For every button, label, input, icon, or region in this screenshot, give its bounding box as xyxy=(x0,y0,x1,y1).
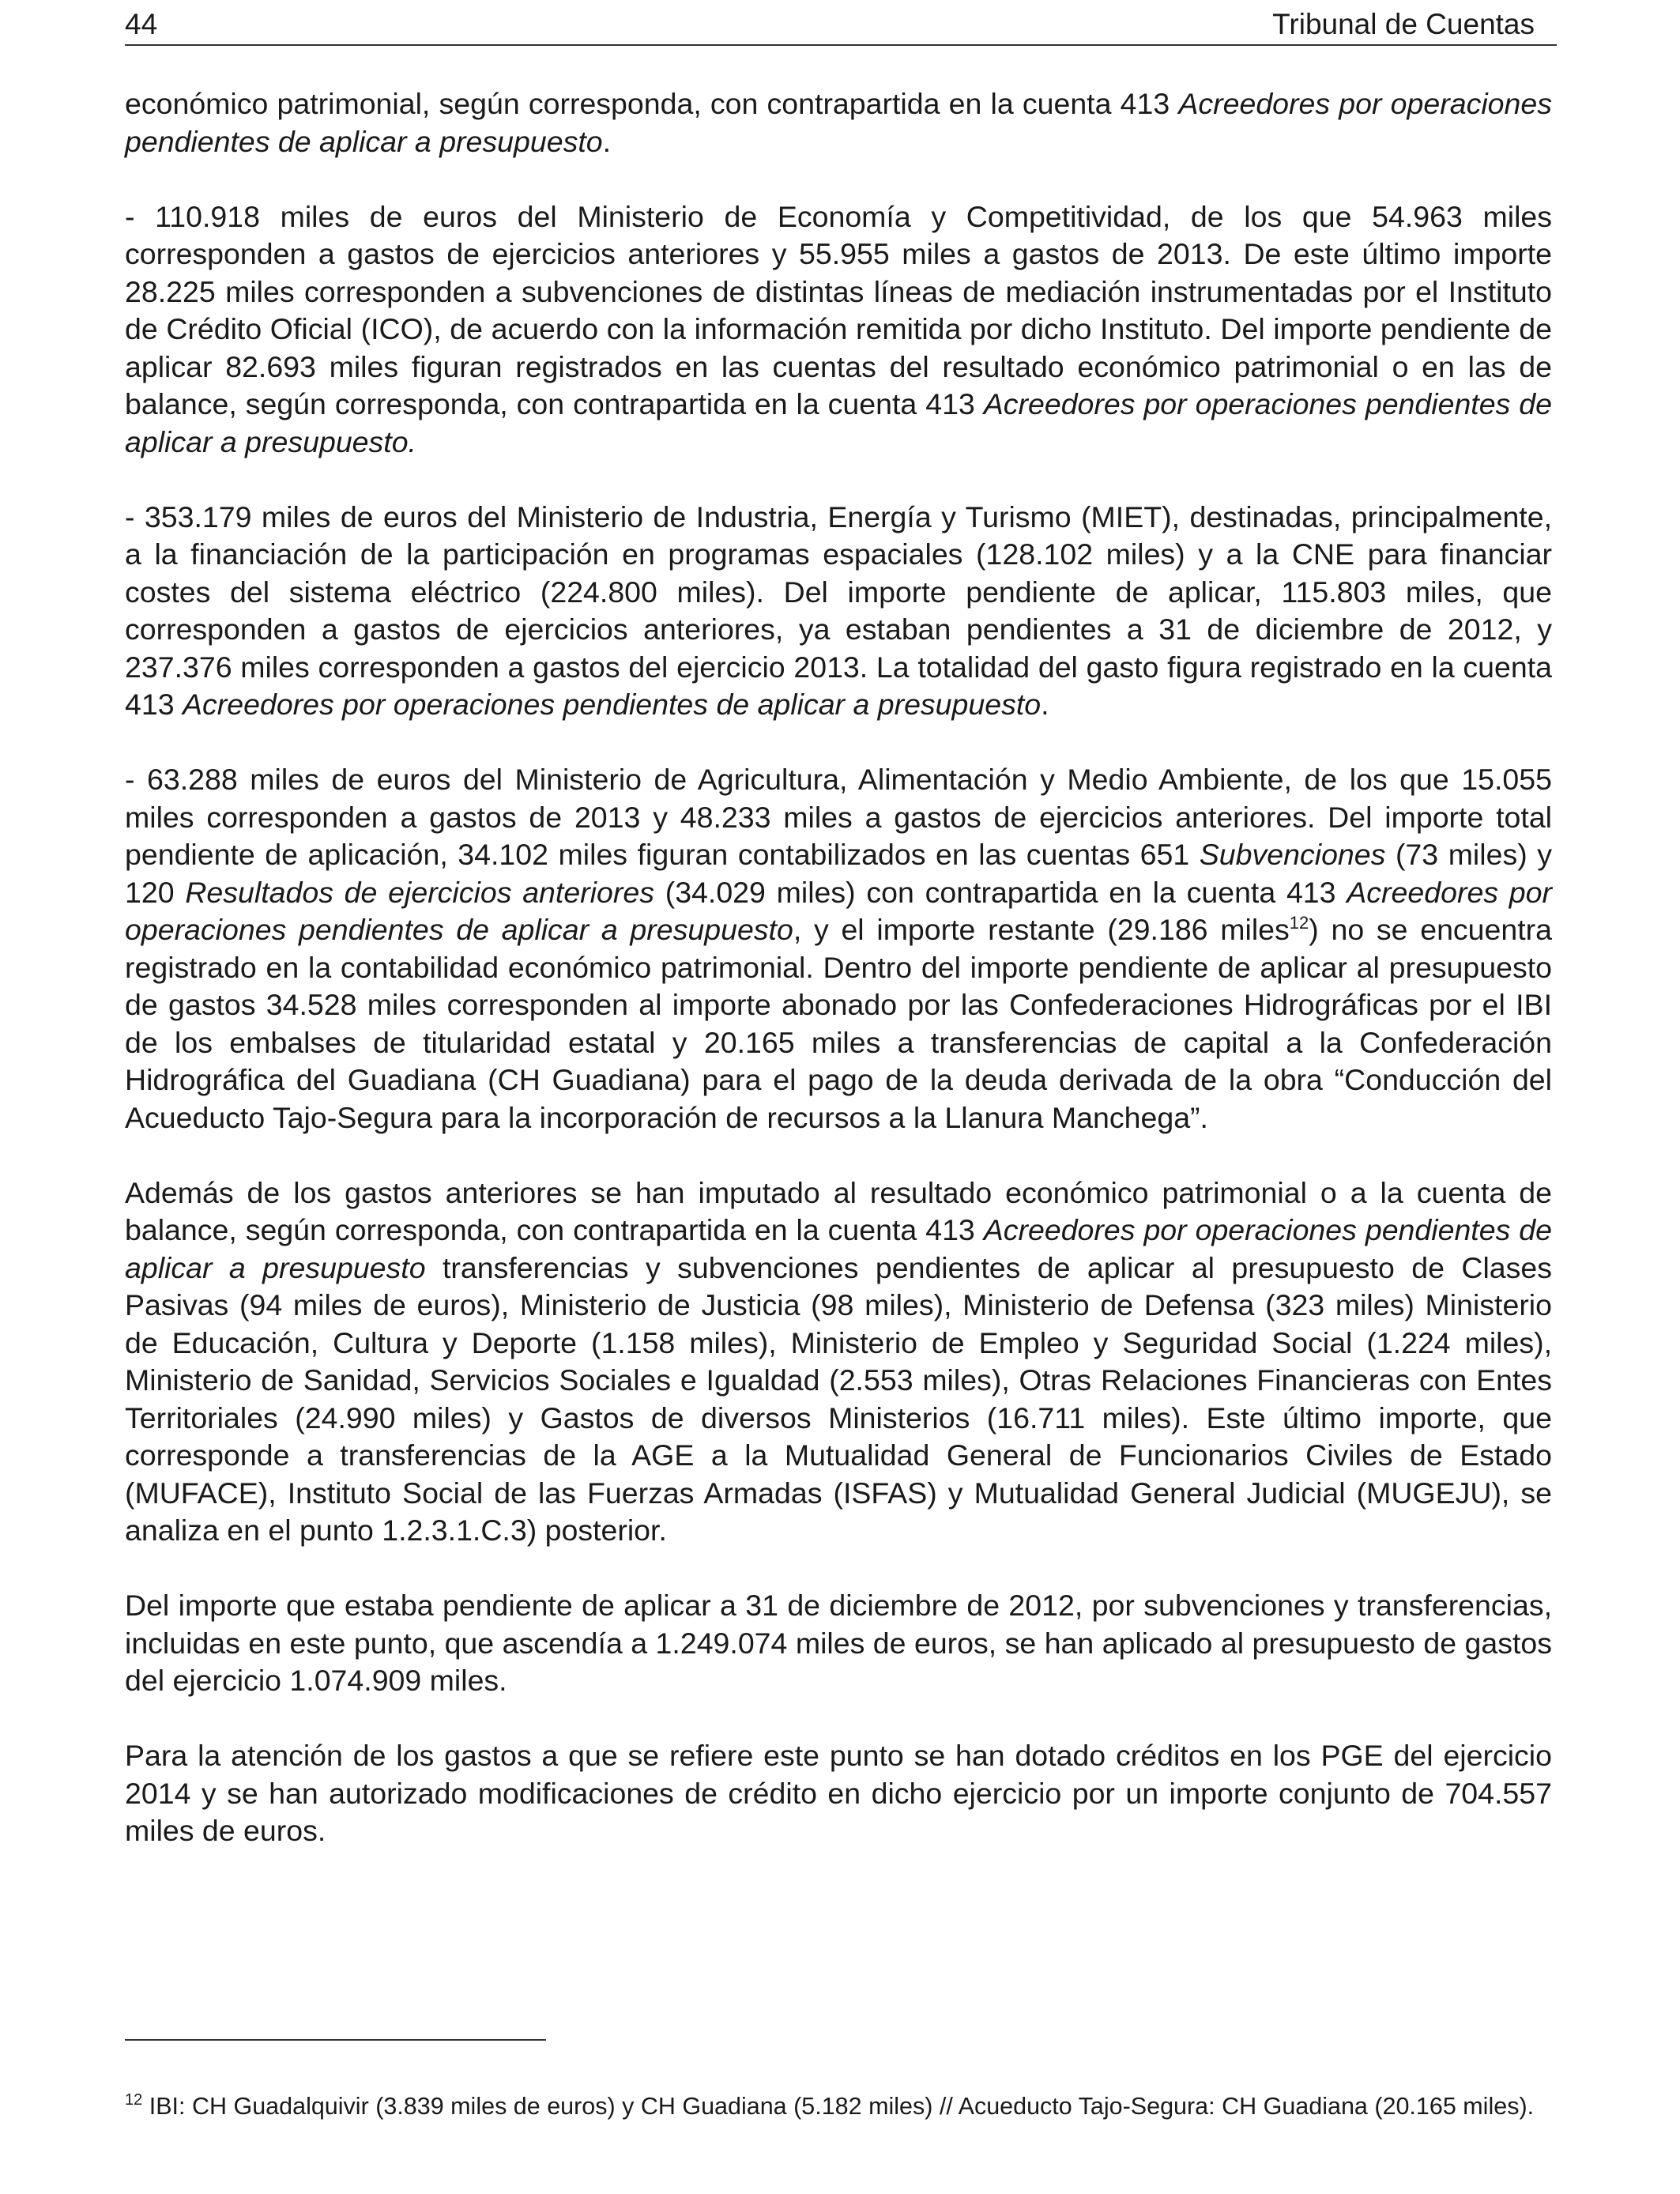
paragraph-otros-gastos: Además de los gastos anteriores se han imputado al resultado económico patrimonial o a la cuenta de balance, según corresponda, con contrapartida en la cuenta 413 Acreedores por operaciones pendientes de aplicar a presupuesto transferencias y subvenciones pendientes de aplicar al presupuesto de Clases Pasivas (94 miles de euros), Ministerio de Justicia (98 miles), Ministerio de Defensa (323 miles) Ministerio de Educación, Cultura y Deporte (1.158 miles), Ministerio de Empleo y Seguridad Social (1.224 miles), Ministerio de Sanidad, Servicios Sociales e Igualdad (2.553 miles), Otras Relaciones Financieras con Entes Territoriales (24.990 miles) y Gastos de diversos Ministerios (16.711 miles). Este último importe, que corresponde a transferencias de la AGE a la Mutualidad General de Funcionarios Civiles de Estado (MUFACE), Instituto Social de las Fuerzas Armadas (ISFAS) y Mutualidad General Judicial (MUGEJU), se analiza en el punto 1.2.3.1.C.3) posterior. xyxy=(125,1175,1553,1547)
paragraph-creditos-2014: Para la atención de los gastos a que se refiere este punto se han dotado créditos en los PGE del ejercicio 2014 y se han autorizado modificaciones de crédito en dicho ejercicio por un importe conjunto de 704.557 miles de euros. xyxy=(125,1739,1552,1847)
paragraph-industria: - 353.179 miles de euros del Ministerio de Industria, Energía y Turismo (MIET), destinadas, principalmente, a la financiación de la participación en programas espaciales (128.102 miles) y a la CNE para financiar costes del sistema eléctrico (224.800 miles). Del importe pendiente de aplicar, 115.803 miles, que corresponden a gastos de ejercicios anteriores, ya estaban pendientes a 31 de diciembre de 2012, y 237.376 miles corresponden a gastos del ejercicio 2013. La totalidad del gasto figura registrado en la cuenta 413 Acreedores por operaciones pendientes de aplicar a presupuesto. xyxy=(125,499,1552,721)
footnote-text: IBI: CH Guadalquivir (3.839 miles de euros) y CH Guadiana (5.182 miles) // Acueducto Tajo-Segura: CH Guadiana (20.165 miles). xyxy=(142,2093,1535,2120)
running-title: Tribunal de Cuentas xyxy=(1272,8,1535,40)
footnote-reference[interactable]: 12 xyxy=(1289,913,1309,933)
page-number: 44 xyxy=(125,8,158,40)
paragraph-pendiente-2012: Del importe que estaba pendiente de aplicar a 31 de diciembre de 2012, por subvenciones y transferencias, incluidas en este punto, que ascendía a 1.249.074 miles de euros, se han aplicado al presupuesto de gastos del ejercicio 1.074.909 miles. xyxy=(125,1589,1552,1697)
footnote-separator xyxy=(125,2039,546,2041)
paragraph-continuation: económico patrimonial, según corresponda, con contrapartida en la cuenta 413 Acreedores por operaciones pendientes de aplicar a presupuesto. xyxy=(125,87,1552,158)
paragraph-economia: - 110.918 miles de euros del Ministerio de Economía y Competitividad, de los que 54.963 miles corresponden a gastos de ejercicios anteriores y 55.955 miles a gastos de 2013. De este último importe 28.225 miles corresponden a subvenciones de distintas líneas de mediación instrumentadas por el Instituto de Crédito Oficial (ICO), de acuerdo con la información remitida por dicho Instituto. Del importe pendiente de aplicar 82.693 miles figuran registrados en las cuentas del resultado económico patrimonial o en las de balance, según corresponda, con contrapartida en la cuenta 413 Acreedores por operaciones pendientes de aplicar a presupuesto. xyxy=(125,199,1552,458)
paragraph-agricultura: - 63.288 miles de euros del Ministerio de Agricultura, Alimentación y Medio Ambiente, de los que 15.055 miles corresponden a gastos de 2013 y 48.233 miles a gastos de ejercicios anteriores. Del importe total pendiente de aplicación, 34.102 miles figuran contabilizados en las cuentas 651 Subvenciones (73 miles) y 120 Resultados de ejercicios anteriores (34.029 miles) con contrapartida en la cuenta 413 Acreedores por operaciones pendientes de aplicar a presupuesto, y el importe restante (29.186 miles$^{12}$) no se encuentra registrado en la contabilidad económico patrimonial. Dentro del importe pendiente de aplicar al presupuesto de gastos 34.528 miles corresponden al importe abonado por las Confederaciones Hidrográficas por el IBI de los embalses de titularidad estatal y 20.165 miles a transferencias de capital a la Confederación Hidrográfica del Guadiana (CH Guadiana) para el pago de la deuda derivada de la obra “Conducción del Acueducto Tajo-Segura para la incorporación de recursos a la Llanura Manchega”. xyxy=(125,763,1553,1134)
footnote xyxy=(125,2090,1552,2123)
page-header xyxy=(125,6,1557,46)
footnote-marker: 12 xyxy=(125,2091,143,2109)
body-text xyxy=(125,85,1552,1887)
